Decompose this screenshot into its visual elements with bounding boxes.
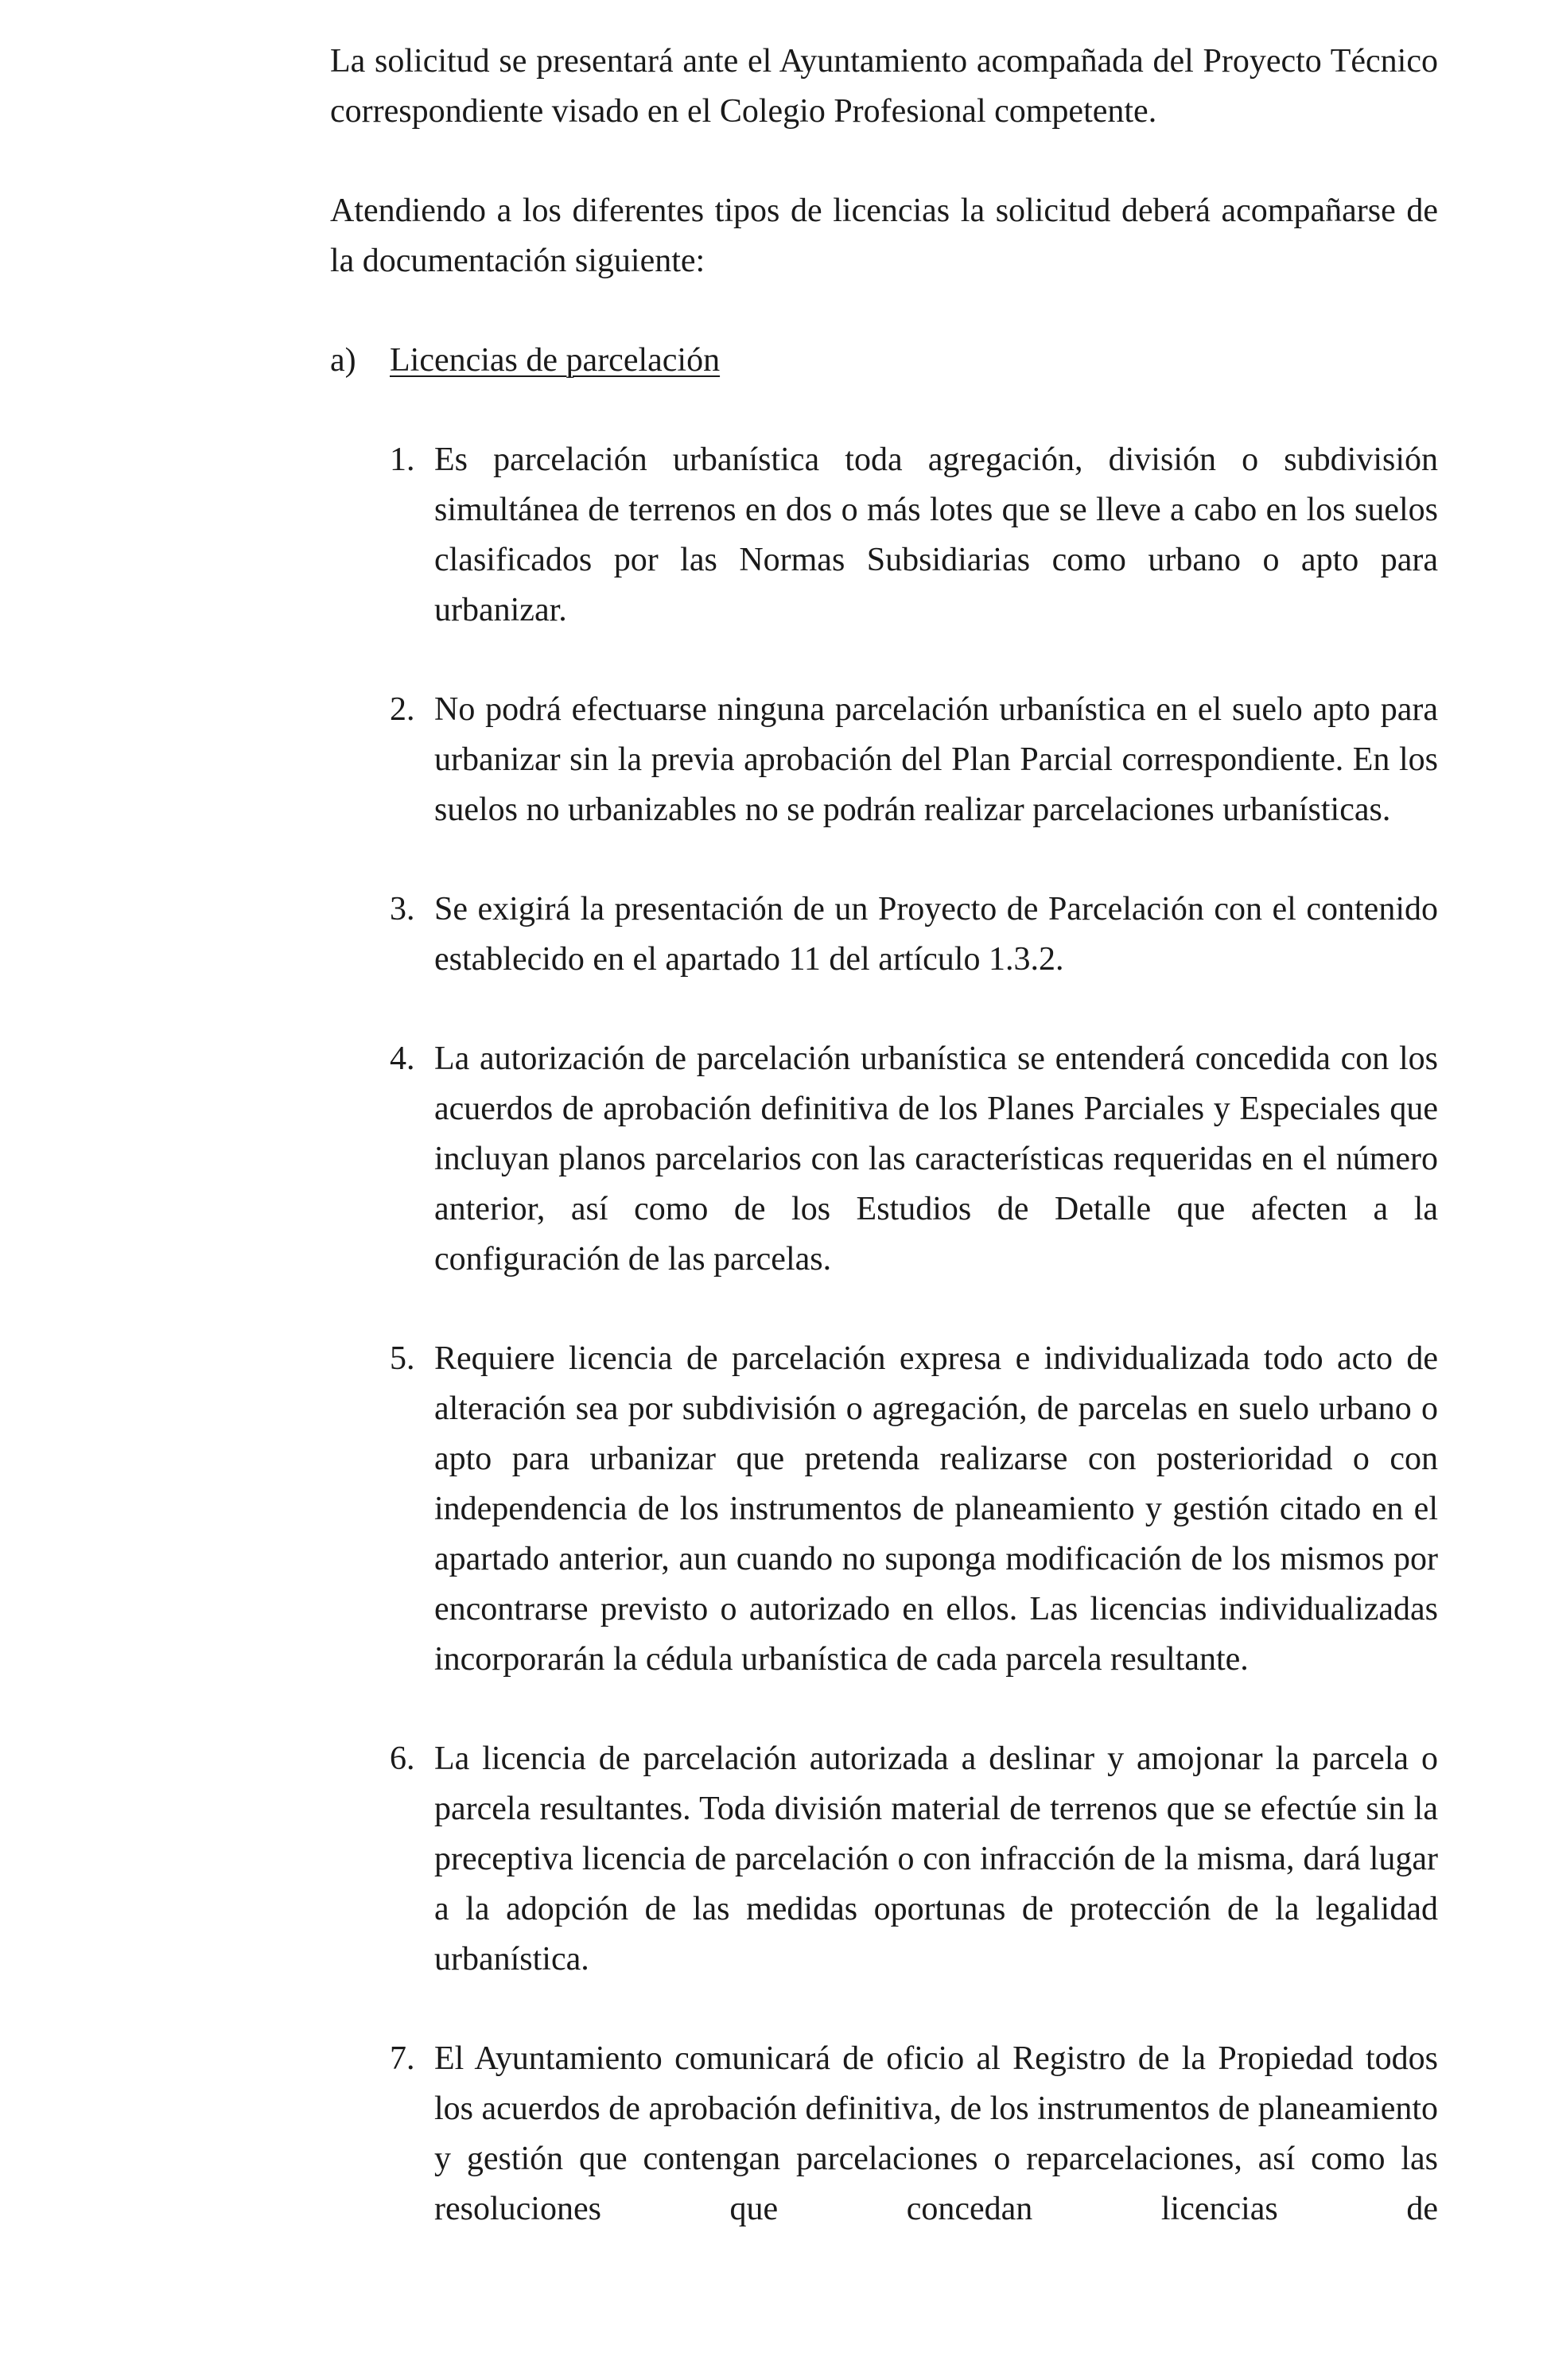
section-title: Licencias de parcelación — [390, 342, 721, 379]
list-item-number: 7. — [390, 2040, 415, 2077]
list-item-number: 6. — [390, 1740, 415, 1777]
list-item — [330, 685, 1438, 835]
intro-paragraph: Atendiendo a los diferentes tipos de licencias la solicitud deberá acompañarse de la documentación siguiente: — [330, 192, 1438, 279]
list-item-number: 4. — [390, 1040, 415, 1077]
list-item-number: 3. — [390, 891, 415, 928]
list-item — [330, 435, 1438, 636]
list-item-text: Requiere licencia de parcelación expresa e individualizada todo acto de alteración sea por subdivisión o agregación, de parcelas en suelo urbano o apto para urbanizar que pretenda realizarse con posterioridad o con independencia de los instrumentos de planeamiento y gestión citado en el apartado anterior, aun cuando no suponga modificación de los mismos por encontrarse previsto o autorizado en ellos. Las licencias individualizadas incorporarán la cédula urbanística de cada parcela resultante. — [434, 1340, 1438, 1678]
list-item-text: El Ayuntamiento comunicará de oficio al Registro de la Propiedad todos los acuerdos de aprobación definitiva, de los instrumentos de planeamiento y gestión que contengan parcelaciones o reparcelaciones, así como las resoluciones que concedan licencias de — [434, 2040, 1438, 2227]
list-item-text: La licencia de parcelación autorizada a deslinar y amojonar la parcela o parcela resultantes. Toda división material de terrenos que se efectúe sin la preceptiva licencia de parcelación o con infracción de la misma, dará lugar a la adopción de las medidas oportunas de protección de la legalidad urbanística. — [434, 1740, 1438, 1978]
intro-paragraph: La solicitud se presentará ante el Ayuntamiento acompañada del Proyecto Técnico correspondiente visado en el Colegio Profesional competente. — [330, 43, 1438, 130]
list-item — [330, 1734, 1438, 1985]
list-item-number: 1. — [390, 441, 415, 478]
list-item-number: 2. — [390, 691, 415, 728]
list-item — [330, 1334, 1438, 1685]
list-item-number: 5. — [390, 1340, 415, 1377]
list-item — [330, 1034, 1438, 1285]
list-item-text: No podrá efectuarse ninguna parcelación urbanística en el suelo apto para urbanizar sin la previa aprobación del Plan Parcial correspondiente. En los suelos no urbanizables no se podrán realizar parcelaciones urbanísticas. — [434, 691, 1438, 828]
section-marker: a) — [330, 342, 356, 379]
section-heading — [330, 336, 1438, 386]
numbered-list — [330, 435, 1438, 2234]
document-body — [330, 37, 1438, 2284]
list-item-text: Se exigirá la presentación de un Proyecto de Parcelación con el contenido establecido en el apartado 11 del artículo 1.3.2. — [434, 891, 1438, 978]
list-item — [330, 885, 1438, 985]
list-item-text: La autorización de parcelación urbanística se entenderá concedida con los acuerdos de aprobación definitiva de los Planes Parciales y Especiales que incluyan planos parcelarios con las características requeridas en el número anterior, así como de los Estudios de Detalle que afecten a la configuración de las parcelas. — [434, 1040, 1438, 1278]
list-item — [330, 2034, 1438, 2234]
list-item-text: Es parcelación urbanística toda agregación, división o subdivisión simultánea de terrenos en dos o más lotes que se lleve a cabo en los suelos clasificados por las Normas Subsidiarias como urbano o apto para urbanizar. — [434, 441, 1438, 628]
